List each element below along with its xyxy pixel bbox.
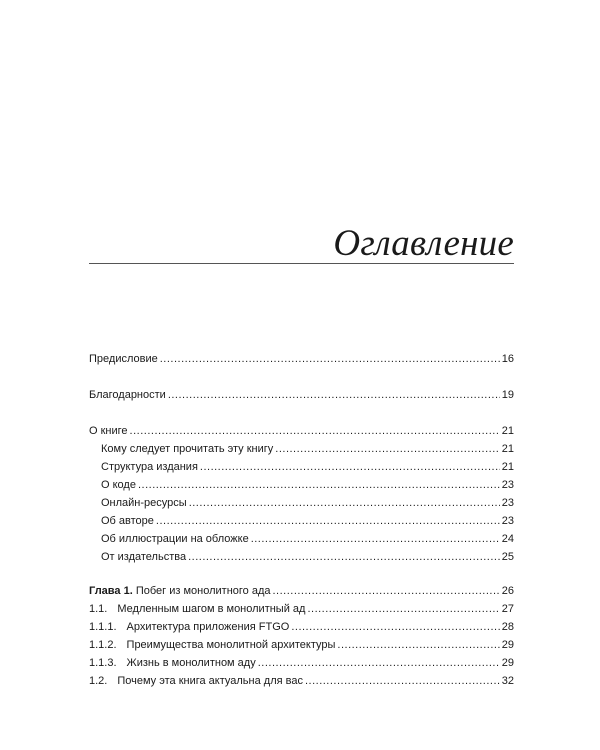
dot-leader (189, 494, 500, 512)
dot-leader (168, 386, 500, 404)
toc-entry-section-1-1-3[interactable] (89, 654, 514, 672)
dot-leader (138, 476, 500, 494)
section-number: 1.1.3. (89, 657, 117, 669)
toc-entry-cover-illustration[interactable] (89, 530, 514, 548)
toc-entry-label: Предисловие (89, 353, 158, 365)
toc-entry-page: 23 (501, 479, 514, 491)
toc-entry-label: Онлайн-ресурсы (101, 497, 187, 509)
dot-leader (275, 440, 499, 458)
toc-entry-page: 29 (501, 639, 514, 651)
dot-leader (337, 636, 499, 654)
dot-leader (291, 618, 499, 636)
toc-entry-label: От издательства (101, 551, 187, 563)
toc-entry-page: 28 (501, 621, 514, 633)
toc-entry-page: 32 (501, 675, 514, 687)
toc-entry-label: Почему эта книга актуальна для вас (117, 675, 303, 687)
toc-entry-section-1-2[interactable] (89, 672, 514, 690)
toc-entry-label: Побег из монолитного ада (135, 585, 271, 597)
toc-entry-label: Преимущества монолитной архитектуры (126, 639, 336, 651)
page-title: Оглавление (333, 223, 514, 264)
toc-entry-page: 29 (501, 657, 514, 669)
toc-entry-preface[interactable] (89, 350, 514, 368)
toc-entry-chapter-1[interactable] (89, 582, 514, 600)
toc-entry-label: Об авторе (101, 515, 154, 527)
toc-entry-page: 21 (501, 461, 514, 473)
toc-entry-page: 21 (501, 443, 514, 455)
toc-entry-about-author[interactable] (89, 512, 514, 530)
toc-entry-page: 21 (501, 425, 514, 437)
table-of-contents (89, 350, 514, 690)
toc-entry-label: Об иллюстрации на обложке (101, 533, 249, 545)
toc-entry-about-code[interactable] (89, 476, 514, 494)
toc-entry-page: 23 (501, 497, 514, 509)
toc-entry-label: Структура издания (101, 461, 198, 473)
toc-entry-about-book[interactable] (89, 422, 514, 440)
toc-entry-label: Кому следует прочитать эту книгу (101, 443, 274, 455)
toc-entry-section-1-1[interactable] (89, 600, 514, 618)
toc-entry-page: 16 (501, 353, 514, 365)
toc-entry-section-1-1-1[interactable] (89, 618, 514, 636)
toc-entry-page: 26 (501, 585, 514, 597)
dot-leader (130, 422, 500, 440)
toc-entry-page: 27 (501, 603, 514, 615)
toc-entry-who-should-read[interactable] (89, 440, 514, 458)
dot-leader (200, 458, 500, 476)
toc-entry-structure[interactable] (89, 458, 514, 476)
dot-leader (160, 350, 500, 368)
dot-leader (251, 530, 500, 548)
toc-entry-page: 25 (501, 551, 514, 563)
toc-entry-section-1-1-2[interactable] (89, 636, 514, 654)
section-number: 1.1. (89, 603, 108, 615)
toc-entry-from-publisher[interactable] (89, 548, 514, 566)
toc-entry-label: О коде (101, 479, 136, 491)
toc-entry-label: Архитектура приложения FTGO (126, 621, 290, 633)
title-divider (89, 263, 514, 264)
dot-leader (307, 600, 499, 618)
section-number: 1.2. (89, 675, 108, 687)
dot-leader (305, 672, 500, 690)
toc-entry-page: 23 (501, 515, 514, 527)
dot-leader (156, 512, 500, 530)
toc-entry-online-resources[interactable] (89, 494, 514, 512)
toc-entry-label: Медленным шагом в монолитный ад (117, 603, 306, 615)
section-number: 1.1.1. (89, 621, 117, 633)
dot-leader (258, 654, 500, 672)
chapter-prefix: Глава 1. (89, 585, 133, 597)
toc-entry-label: Благодарности (89, 389, 166, 401)
toc-entry-page: 24 (501, 533, 514, 545)
dot-leader (272, 582, 499, 600)
toc-entry-thanks[interactable] (89, 386, 514, 404)
dot-leader (188, 548, 500, 566)
section-number: 1.1.2. (89, 639, 117, 651)
toc-entry-label: О книге (89, 425, 128, 437)
toc-entry-label: Жизнь в монолитном аду (126, 657, 256, 669)
toc-entry-page: 19 (501, 389, 514, 401)
